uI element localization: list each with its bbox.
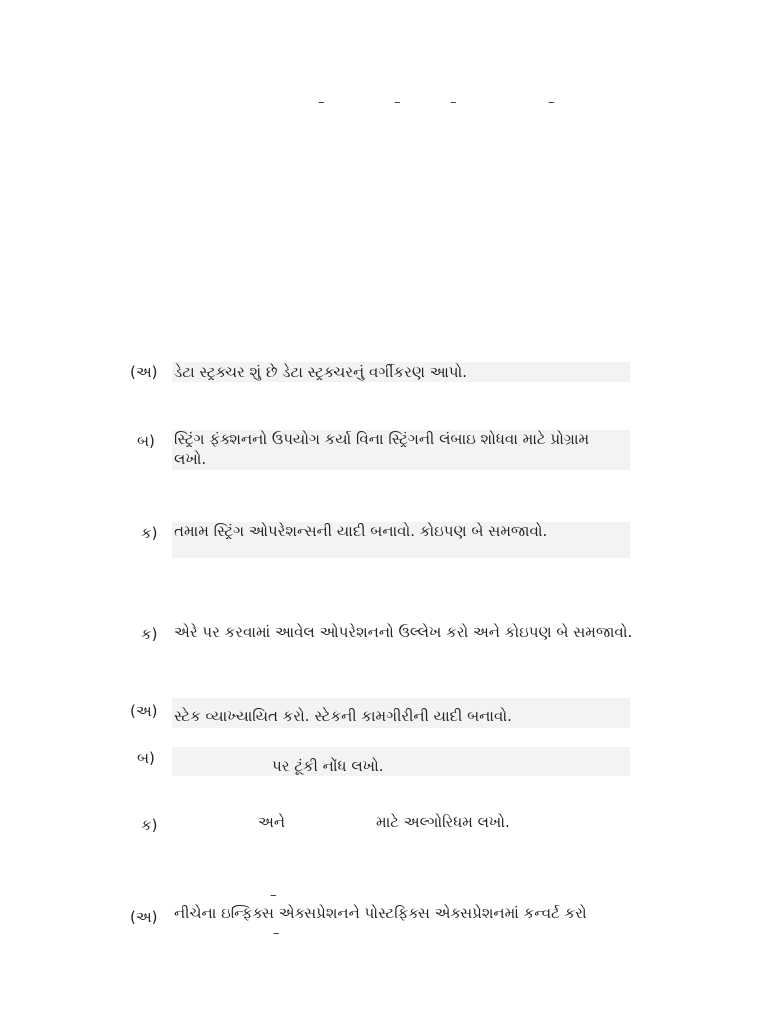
question-label: (અ) — [130, 908, 158, 926]
question-text-continued: લખો. — [174, 450, 207, 468]
question-label: (અ) — [130, 363, 158, 381]
expression-dash: – — [273, 926, 280, 941]
question-text: સ્ટેક વ્યાખ્યાયિત કરો. સ્ટેકની કામગીરીની યાદી બનાવો. — [174, 707, 512, 725]
question-label: (અ) — [130, 702, 158, 720]
question-label: ક) — [141, 524, 158, 542]
header-dash: – — [548, 95, 555, 110]
question-label: ક) — [141, 625, 158, 643]
expression-dash: – — [270, 888, 277, 903]
question-label: બ) — [137, 749, 155, 767]
question-text: માટે અલ્ગોરિધમ લખો. — [376, 813, 510, 831]
question-label: ક) — [141, 816, 158, 834]
question-text: સ્ટ્રિંગ ફંક્શનનો ઉપયોગ કર્યા વિના સ્ટ્રિંગની લંબાઇ શોધવા માટે પ્રોગ્રામ — [174, 430, 590, 448]
header-dash: – — [318, 95, 325, 110]
header-dash: – — [450, 95, 457, 110]
question-text: એરે પર કરવામાં આવેલ ઓપરેશનનો ઉલ્લેખ કરો અને કોઇપણ બે સમજાવો. — [174, 623, 633, 641]
question-text: ડેટા સ્ટ્રક્ચર શું છે ડેટા સ્ટ્રક્ચરનું વર્ગીકરણ આપો. — [174, 363, 468, 381]
question-text: પર ટૂંકી નોંધ લખો. — [272, 757, 384, 775]
question-text: નીચેના ઇન્ફિક્સ એક્સપ્રેશનને પોસ્ટફિક્સ એક્સપ્રેશનમાં કન્વર્ટ કરો — [174, 904, 587, 922]
question-text: અને — [258, 813, 286, 831]
question-label: બ) — [137, 432, 155, 450]
question-text: તમામ સ્ટ્રિંગ ઓપરેશન્સની યાદી બનાવો. કોઇપણ બે સમજાવો. — [174, 522, 548, 540]
question-highlight — [172, 747, 630, 776]
header-dash: – — [394, 95, 401, 110]
